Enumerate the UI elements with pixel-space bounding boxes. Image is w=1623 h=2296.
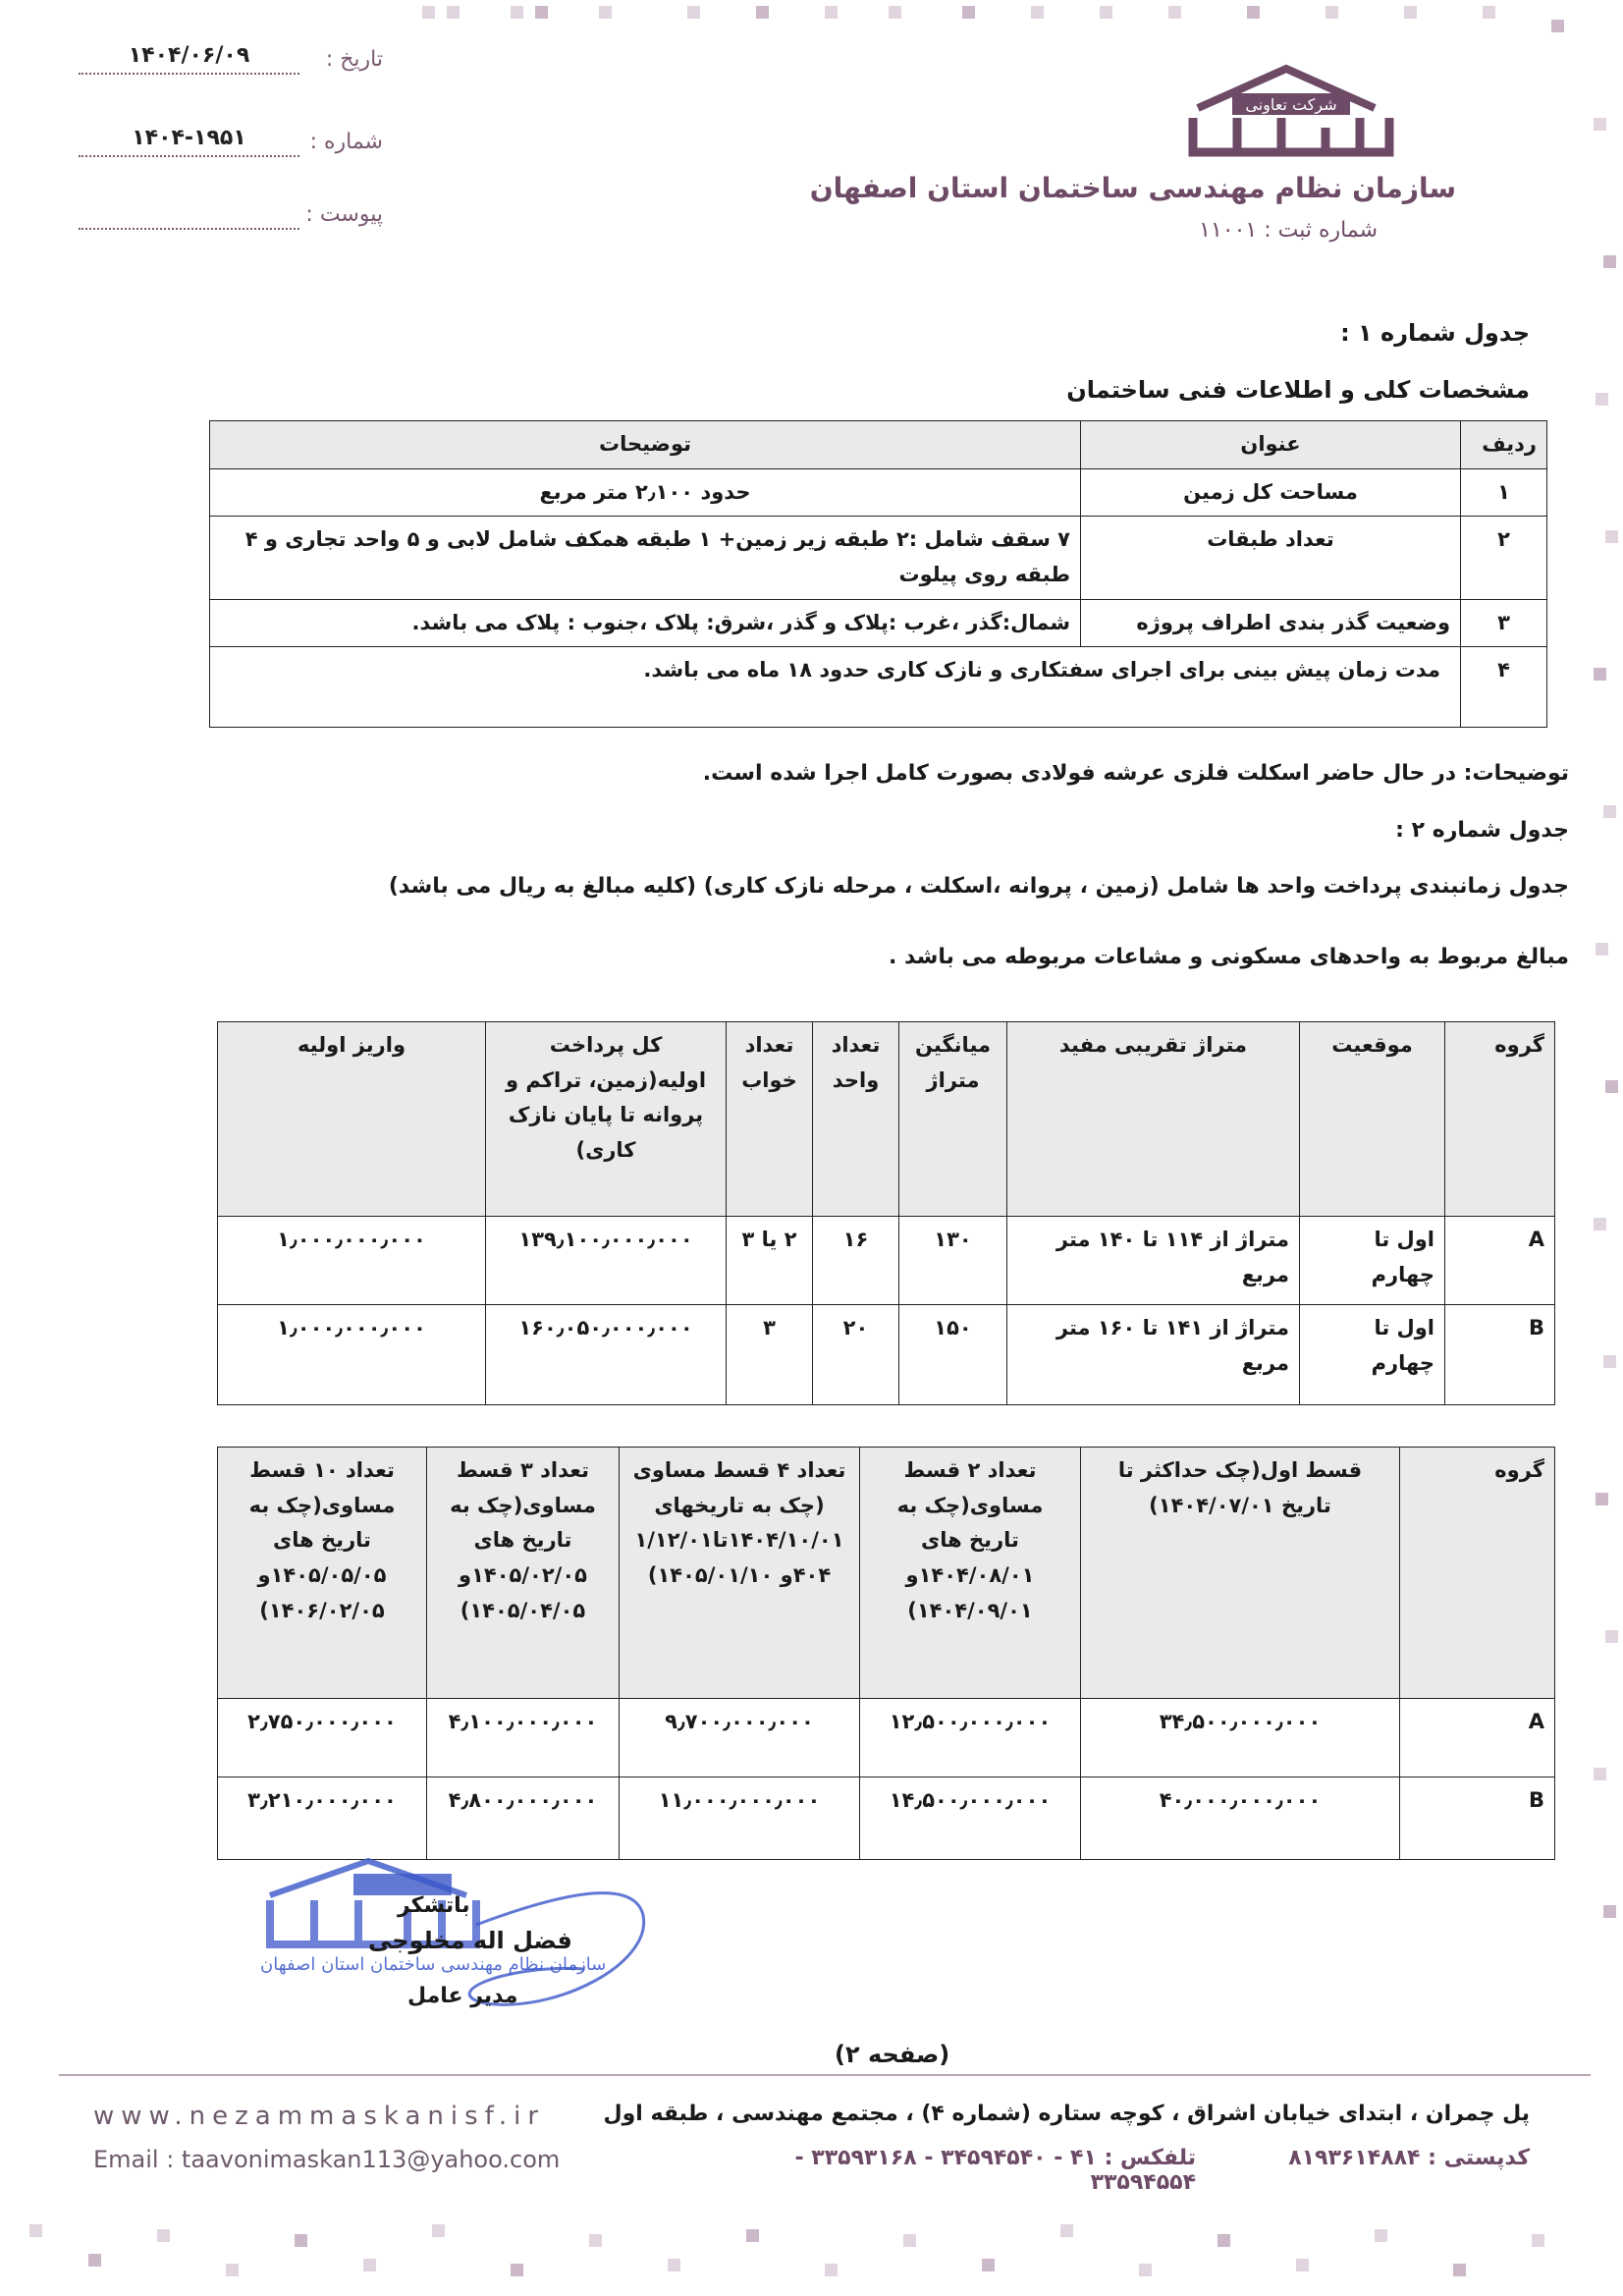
v5: ۲٫۷۵۰٫۰۰۰٫۰۰۰ [218, 1699, 427, 1777]
header-total: کل پرداخت اولیه(زمین، تراکم و پروانه تا پایان نازک کاری) [486, 1022, 727, 1217]
bottom-decoration [0, 2205, 1623, 2296]
group: B [1445, 1305, 1555, 1405]
table1-caption: جدول شماره ۱ : [1340, 319, 1530, 347]
row-title: مدت زمان پیش بینی برای اجرای سفتکاری و نازک کاری حدود ۱۸ ماه می باشد. [210, 647, 1461, 728]
row-no: ۴ [1461, 647, 1547, 728]
page-number: (صفحه ۲) [835, 2041, 950, 2068]
header-title: عنوان [1081, 421, 1461, 469]
date-value: ۱۴۰۴/۰۶/۰۹ [79, 43, 299, 75]
v4: ۴٫۸۰۰٫۰۰۰٫۰۰۰ [427, 1777, 620, 1860]
row-desc: شمال:گذر ،غرب :پلاک و گذر ،شرق: پلاک ،جنوب : پلاک می باشد. [210, 599, 1081, 647]
table-row [210, 647, 1547, 728]
table-header-row [218, 1448, 1555, 1699]
row-no: ۳ [1461, 599, 1547, 647]
attachment-value [79, 198, 299, 230]
v2: ۱۴٫۵۰۰٫۰۰۰٫۰۰۰ [860, 1777, 1081, 1860]
header-three: تعداد ۳ قسط مساوی(چک به تاریخ های ۱۴۰۵/۰۲/۰۵و ۱۴۰۵/۰۴/۰۵) [427, 1448, 620, 1699]
header-two: تعداد ۲ قسط مساوی(چک به تاریخ های ۱۴۰۴/۰۸/۰۱و ۱۴۰۴/۰۹/۰۱) [860, 1448, 1081, 1699]
area: متراژ از ۱۱۴ تا ۱۴۰ متر مربع [1007, 1217, 1300, 1305]
header-group: گروه [1445, 1022, 1555, 1217]
header-units: تعداد واحد [813, 1022, 899, 1217]
schedule-note: جدول زمانبندی پرداخت واحد ها شامل (زمین ، پروانه ،اسکلت ، مرحله نازک کاری) (کلیه مبالغ به ریال می باشد) [388, 874, 1569, 899]
units: ۲۰ [813, 1305, 899, 1405]
table-row [218, 1305, 1555, 1405]
v5: ۳٫۲۱۰٫۰۰۰٫۰۰۰ [218, 1777, 427, 1860]
units: ۱۶ [813, 1217, 899, 1305]
v1: ۴۰٫۰۰۰٫۰۰۰٫۰۰۰ [1081, 1777, 1400, 1860]
company-logo [1178, 59, 1404, 167]
group: A [1445, 1217, 1555, 1305]
amounts-note: مبالغ مربوط به واحدهای مسکونی و مشاعات مربوطه می باشد . [889, 945, 1569, 969]
installments-table [217, 1447, 1555, 1860]
postal-code: کدپستی : ۸۱۹۳۶۱۴۸۸۴ [1288, 2146, 1530, 2170]
header-first: قسط اول(چک حداکثر تا تاریخ ۱۴۰۴/۰۷/۰۱) [1081, 1448, 1400, 1699]
date-row [69, 43, 383, 82]
header-four: تعداد ۴ قسط مساوی (چک به تاریخهای ۱۴۰۴/۱۰/۰۱تا۱/۱۲/۰۱ ۴۰۴و ۱۴۰۵/۰۱/۱۰) [620, 1448, 860, 1699]
rooms: ۳ [727, 1305, 813, 1405]
signer-name: فضل اله مخلوجی [368, 1927, 572, 1954]
header-avg: میانگین متراژ [899, 1022, 1007, 1217]
v2: ۱۲٫۵۰۰٫۰۰۰٫۰۰۰ [860, 1699, 1081, 1777]
row-no: ۲ [1461, 517, 1547, 599]
header-group: گروه [1400, 1448, 1555, 1699]
avg: ۱۳۰ [899, 1217, 1007, 1305]
right-decoration [1584, 0, 1623, 2296]
header-location: موقعیت [1300, 1022, 1445, 1217]
location: اول تا چهارم [1300, 1217, 1445, 1305]
row-title: مساحت کل زمین [1081, 468, 1461, 517]
header-rooms: تعداد خواب [727, 1022, 813, 1217]
row-desc: حدود ۲٫۱۰۰ متر مربع [210, 468, 1081, 517]
v1: ۳۴٫۵۰۰٫۰۰۰٫۰۰۰ [1081, 1699, 1400, 1777]
row-no: ۱ [1461, 468, 1547, 517]
table-row [210, 517, 1547, 599]
footer-divider [59, 2074, 1591, 2076]
stamp-org: سازمان نظام مهندسی ساختمان استان اصفهان [260, 1954, 607, 1975]
avg: ۱۵۰ [899, 1305, 1007, 1405]
header-ten: تعداد ۱۰ قسط مساوی(چک به تاریخ های ۱۴۰۵/۰۵/۰۵و ۱۴۰۶/۰۲/۰۵) [218, 1448, 427, 1699]
header-row-no: ردیف [1461, 421, 1547, 469]
header-initial: واریز اولیه [218, 1022, 486, 1217]
initial: ۱٫۰۰۰٫۰۰۰٫۰۰۰ [218, 1305, 486, 1405]
area: متراژ از ۱۴۱ تا ۱۶۰ متر مربع [1007, 1305, 1300, 1405]
number-row [69, 126, 383, 165]
v4: ۴٫۱۰۰٫۰۰۰٫۰۰۰ [427, 1699, 620, 1777]
address: پل چمران ، ابتدای خیابان اشراق ، کوچه ستاره (شماره ۴) ، مجتمع مهندسی ، طبقه اول [603, 2102, 1530, 2126]
row-title: وضعیت گذر بندی اطراف پروژه [1081, 599, 1461, 647]
signature-block [260, 1856, 653, 2033]
attachment-label: پیوست : [305, 202, 383, 227]
email-link[interactable]: Email : taavonimaskan113@yahoo.com [93, 2146, 561, 2173]
total: ۱۶۰٫۰۵۰٫۰۰۰٫۰۰۰ [486, 1305, 727, 1405]
row-desc: ۷ سقف شامل :۲ طبقه زیر زمین+ ۱ طبقه همکف شامل لابی و ۵ واحد تجاری و ۴ طبقه روی پیلوت [210, 517, 1081, 599]
website-link[interactable]: www.nezammaskanisf.ir [93, 2102, 546, 2131]
table-row [218, 1777, 1555, 1860]
thanks-text: باتشکر [398, 1893, 470, 1918]
table1-subtitle: مشخصات کلی و اطلاعات فنی ساختمان [1066, 376, 1530, 404]
skeleton-note: توضیحات: در حال حاضر اسکلت فلزی عرشه فولادی بصورت کامل اجرا شده است. [702, 761, 1569, 786]
table-row [218, 1699, 1555, 1777]
organization-name: سازمان نظام مهندسی ساختمان استان اصفهان [809, 172, 1456, 204]
header-area: متراژ تقریبی مفید [1007, 1022, 1300, 1217]
row-title: تعداد طبقات [1081, 517, 1461, 599]
rooms: ۲ یا ۳ [727, 1217, 813, 1305]
table-header-row [210, 421, 1547, 469]
table-row [210, 599, 1547, 647]
signer-role: مدیر عامل [407, 1984, 518, 2008]
registration-number: شماره ثبت : ۱۱۰۰۱ [1199, 218, 1378, 243]
header-description: توضیحات [210, 421, 1081, 469]
initial: ۱٫۰۰۰٫۰۰۰٫۰۰۰ [218, 1217, 486, 1305]
logo-text: شرکت تعاونی [1245, 95, 1337, 114]
units-table [217, 1021, 1555, 1405]
number-label: شماره : [309, 130, 383, 154]
group: B [1400, 1777, 1555, 1860]
v3: ۹٫۷۰۰٫۰۰۰٫۰۰۰ [620, 1699, 860, 1777]
building-specs-table [209, 420, 1547, 728]
number-value: ۱۴۰۴-۱۹۵۱ [79, 126, 299, 157]
table-header-row [218, 1022, 1555, 1217]
date-label: تاریخ : [325, 47, 383, 72]
location: اول تا چهارم [1300, 1305, 1445, 1405]
table-row [210, 468, 1547, 517]
top-decoration [0, 0, 1623, 49]
table-row [218, 1217, 1555, 1305]
group: A [1400, 1699, 1555, 1777]
total: ۱۳۹٫۱۰۰٫۰۰۰٫۰۰۰ [486, 1217, 727, 1305]
table2-caption: جدول شماره ۲ : [1395, 818, 1569, 843]
phone-numbers: تلفکس : ۴۱ - ۳۴۵۹۴۵۴۰ - ۳۳۵۹۳۱۶۸ - ۳۳۵۹۴۵۵۴ [794, 2146, 1196, 2195]
attachment-row [69, 202, 383, 238]
v3: ۱۱٫۰۰۰٫۰۰۰٫۰۰۰ [620, 1777, 860, 1860]
